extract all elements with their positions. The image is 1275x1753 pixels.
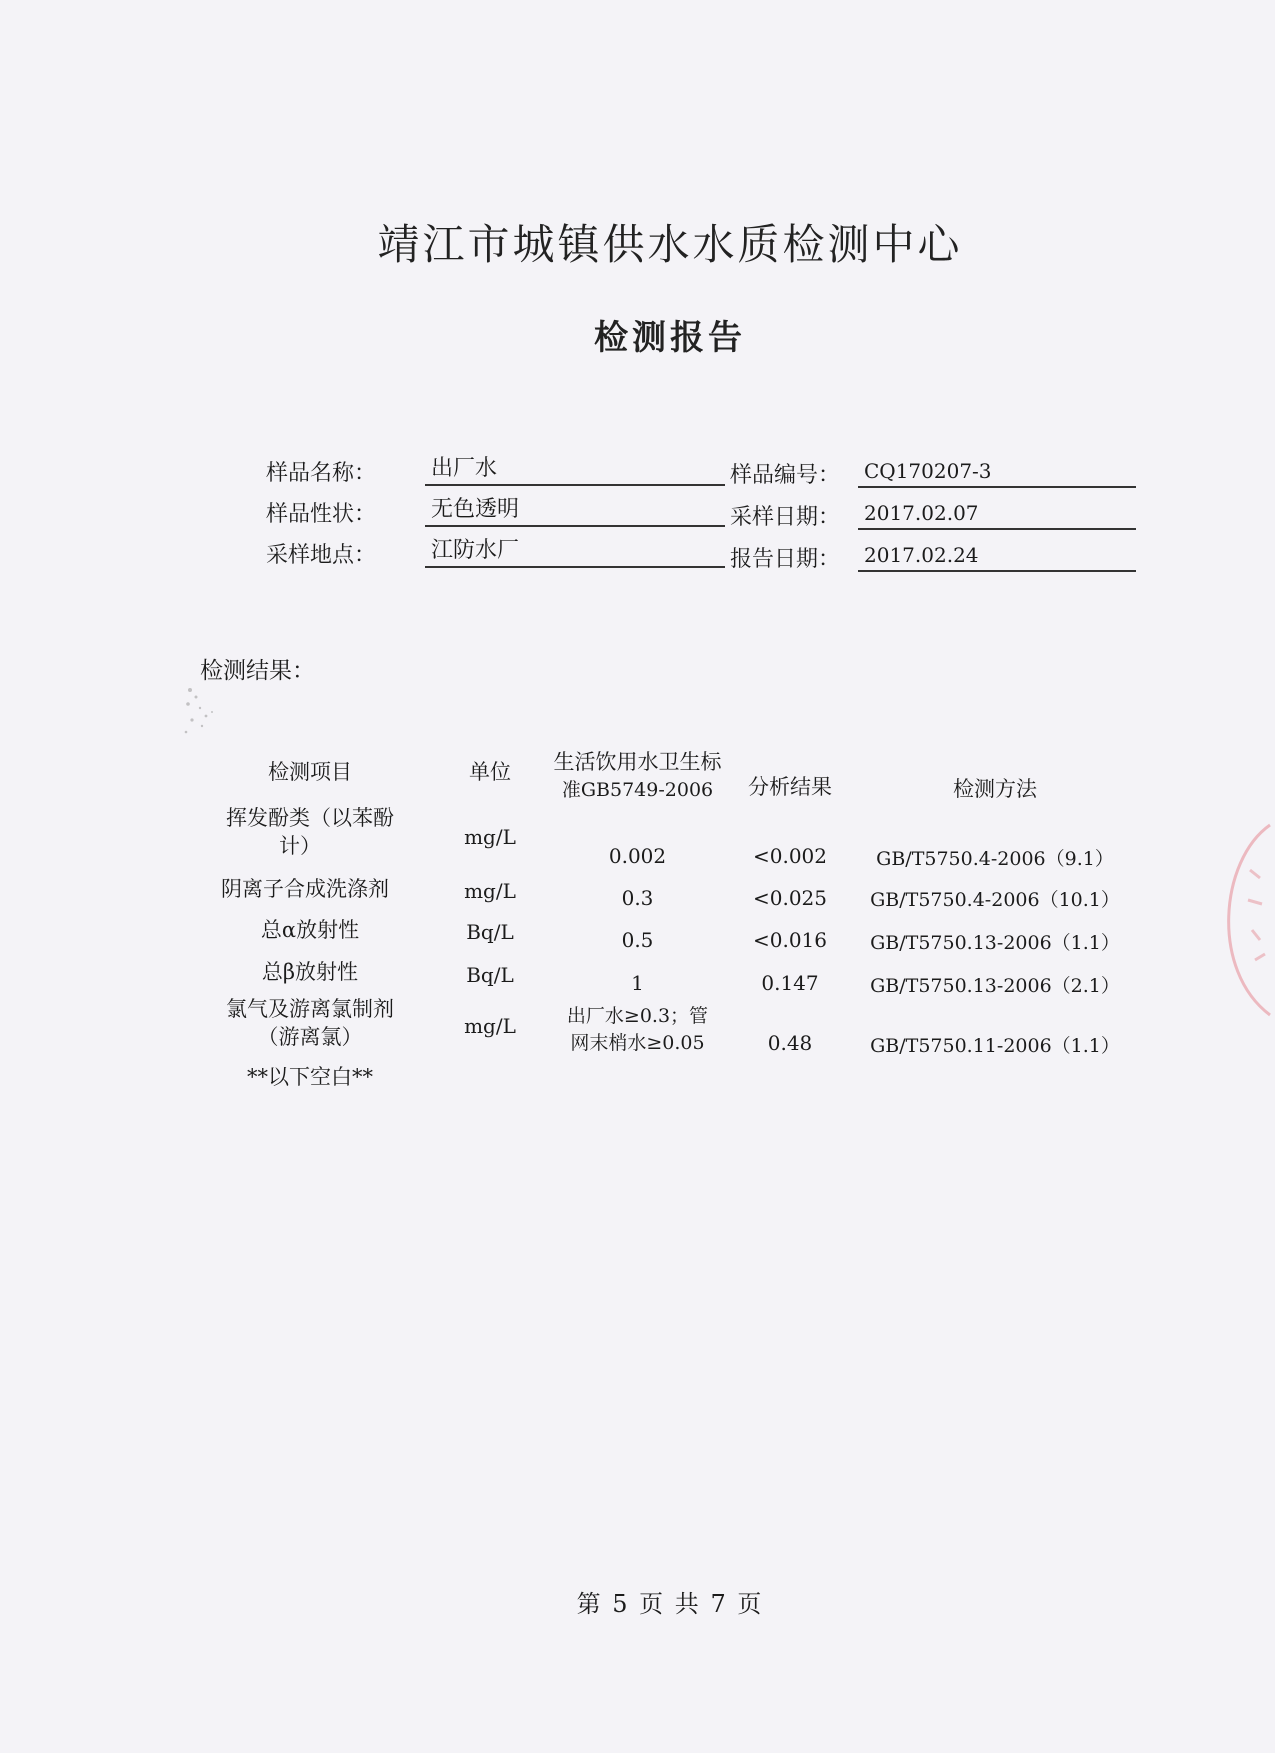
sampling-location-value: 江防水厂 — [425, 538, 725, 568]
report-date-label: 报告日期： — [730, 547, 841, 572]
header-result: 分析结果 — [748, 775, 832, 799]
row-4-unit: Bq/L — [466, 963, 514, 987]
row-3-item: 总α放射性 — [260, 918, 360, 942]
row-3-result: <0.016 — [752, 928, 827, 952]
header-standard-line1: 生活饮用水卫生标 — [553, 750, 722, 774]
sample-name-value: 出厂水 — [425, 456, 725, 486]
sample-number-value: CQ170207-3 — [858, 458, 1136, 488]
results-section-label: 检测结果： — [200, 658, 315, 684]
row-4-result: 0.147 — [761, 971, 819, 995]
page-number: 第 5 页 共 7 页 — [576, 1590, 764, 1618]
sample-property-label: 样品性状： — [266, 502, 377, 527]
header-unit: 单位 — [469, 760, 511, 784]
row-2-method: GB/T5750.4-2006（10.1） — [870, 889, 1120, 911]
sample-property-value: 无色透明 — [425, 497, 725, 527]
row-5-item-line1: 氯气及游离氯制剂 — [226, 997, 394, 1021]
end-note: **以下空白** — [247, 1065, 373, 1089]
sampling-date-label: 采样日期： — [730, 505, 841, 530]
row-1-item-line1: 挥发酚类（以苯酚 — [226, 806, 394, 830]
row-2-result: <0.025 — [752, 886, 827, 910]
row-4-item: 总β放射性 — [261, 960, 359, 984]
header-item: 检测项目 — [268, 760, 352, 784]
row-5-unit: mg/L — [464, 1014, 516, 1038]
report-date-value: 2017.02.24 — [858, 542, 1136, 572]
row-3-standard: 0.5 — [621, 928, 654, 952]
row-4-method: GB/T5750.13-2006（2.1） — [870, 975, 1120, 997]
report-title: 检测报告 — [594, 318, 746, 358]
header-method: 检测方法 — [953, 777, 1037, 801]
row-1-item-line2: 计） — [279, 834, 321, 858]
row-2-item: 阴离子合成洗涤剂 — [221, 877, 389, 901]
sampling-location-label: 采样地点： — [266, 543, 377, 568]
sampling-date-value: 2017.02.07 — [858, 500, 1136, 530]
row-5-method: GB/T5750.11-2006（1.1） — [870, 1035, 1120, 1057]
row-2-standard: 0.3 — [621, 886, 654, 910]
row-1-result: <0.002 — [752, 844, 827, 868]
row-5-result: 0.48 — [767, 1031, 813, 1055]
scan-speckle — [182, 682, 232, 742]
sample-name-label: 样品名称： — [266, 461, 377, 486]
row-3-method: GB/T5750.13-2006（1.1） — [870, 932, 1120, 954]
row-2-unit: mg/L — [464, 879, 516, 903]
row-1-unit: mg/L — [464, 825, 516, 849]
row-3-unit: Bq/L — [466, 920, 514, 944]
row-5-item-line2: （游离氯） — [257, 1025, 363, 1049]
sample-number-label: 样品编号： — [730, 463, 841, 488]
row-4-standard: 1 — [631, 971, 644, 995]
row-5-standard-line1: 出厂水≥0.3；管 — [566, 1005, 709, 1027]
row-1-standard: 0.002 — [608, 844, 667, 868]
organization-title: 靖江市城镇供水水质检测中心 — [377, 220, 963, 269]
header-standard-line2: 准GB5749-2006 — [561, 779, 714, 801]
row-5-standard-line2: 网末梢水≥0.05 — [570, 1032, 705, 1054]
seal-stamp-fragment — [1200, 820, 1275, 1020]
row-1-method: GB/T5750.4-2006（9.1） — [876, 848, 1114, 870]
